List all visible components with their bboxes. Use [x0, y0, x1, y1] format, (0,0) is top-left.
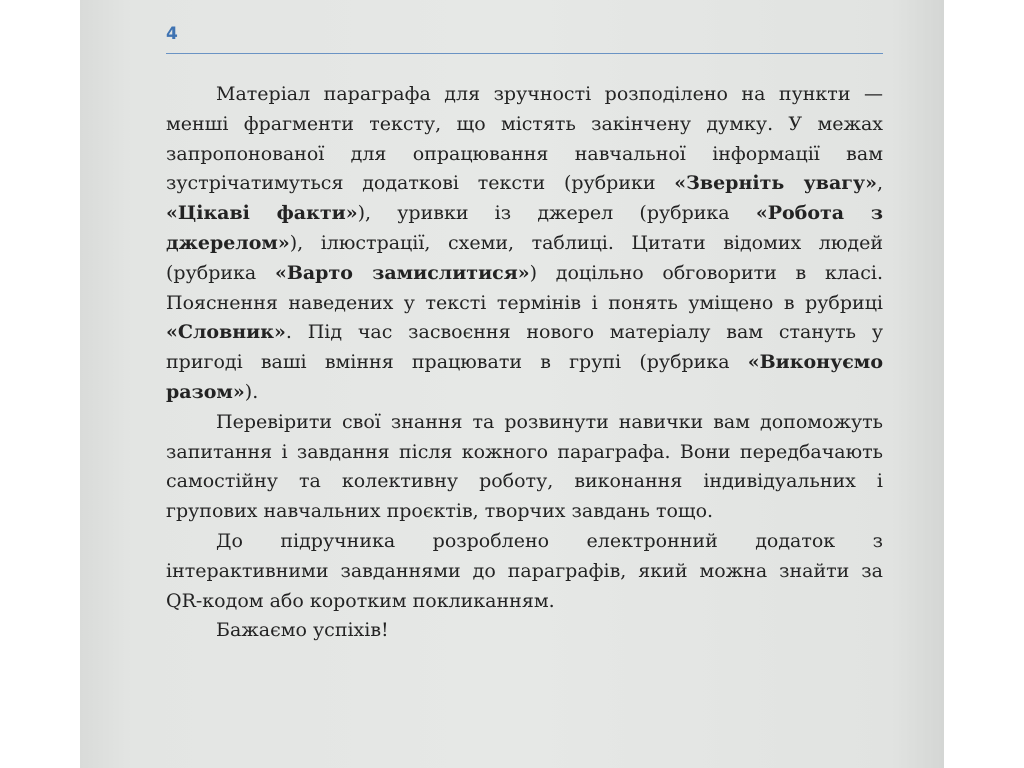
text-run: ) доцільно обговорити в класі. Пояснення наведених у тексті термінів і понять уміщено в рубриці — [166, 261, 883, 314]
text-run: ), уривки із джерел (рубрика — [357, 202, 756, 225]
rubric-name: «Словник» — [166, 321, 286, 344]
paragraph-4 — [166, 616, 883, 646]
text-run: ), ілюстрації, схеми, таблиці. Цитати відомих людей (рубрика — [166, 231, 883, 284]
page-number: 4 — [166, 24, 178, 44]
rubric-name: «Варто замислитися» — [274, 261, 530, 284]
rubric-name: «Робота з джерелом» — [166, 202, 883, 254]
paragraph-3 — [166, 527, 883, 616]
text-run: Матеріал параграфа для зручності розподілено на пункти — менші фрагменти тексту, що містять закінчену думку. У межах запропонованої для опрацювання навчальної інформації вам зустрічатимуться додаткові тексти (рубрики — [166, 83, 883, 195]
text-run: , — [876, 172, 883, 195]
paragraph-1 — [166, 80, 883, 408]
header-rule — [166, 53, 883, 54]
text-run: . Під час засвоєння нового матеріалу вам стануть у пригоді ваші вміння працювати в групі (рубрика — [166, 321, 883, 374]
text-run: Перевірити свої знання та розвинути навички вам допоможуть запитання і завдання після кожного параграфа. Вони передбачають самостійну та колективну роботу, виконання індивідуальних і групових навчальних проєктів, творчих завдань тощо. — [166, 410, 883, 523]
rubric-name: «Виконуємо разом» — [166, 351, 883, 403]
rubric-name: «Цікаві факти» — [166, 202, 358, 225]
text-run: Бажаємо успіхів! — [216, 619, 389, 642]
text-run: До підручника розроблено електронний додаток з інтерактивними завданнями до параграфів, який можна знайти за QR-кодом або коротким покликанням. — [166, 529, 883, 612]
paragraph-2 — [166, 408, 883, 527]
body-text — [166, 80, 883, 646]
text-run: ). — [244, 380, 259, 403]
rubric-name: «Зверніть увагу» — [674, 172, 877, 195]
